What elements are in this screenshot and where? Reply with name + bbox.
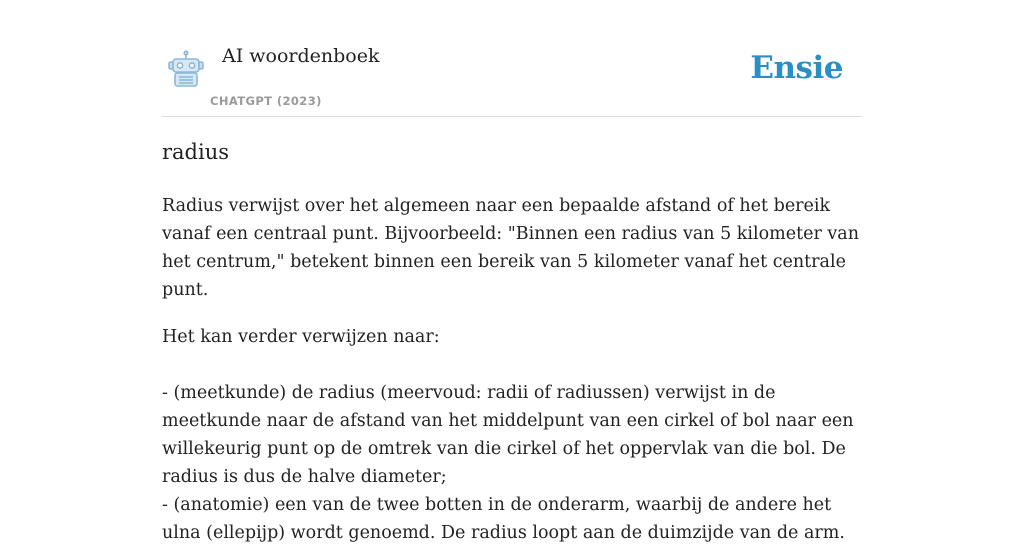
page-container: [162, 0, 862, 543]
definition-text: [162, 192, 862, 547]
definition-list-item: - (anatomie) een van de twee botten in de onderarm, waarbij de andere het ulna (ellepijp) wordt genoemd. De radius loopt aan de duimzijde van de arm.: [162, 495, 845, 543]
robot-icon: [166, 50, 206, 90]
entry-header: [162, 0, 862, 117]
dictionary-title[interactable]: AI woordenboek: [222, 45, 380, 67]
definition-list-item: - (meetkunde) de radius (meervoud: radii of radiussen) verwijst in de meetkunde naar de afstand van het middelpunt van een cirkel of bol naar een willekeurig punt op de omtrek van die cirkel of het oppervlak van die bol. De radius is dus de halve diameter;: [162, 383, 854, 487]
ensie-logo[interactable]: Ensie: [750, 50, 843, 86]
definition-paragraph: Het kan verder verwijzen naar:: [162, 327, 440, 347]
definition-paragraph: Radius verwijst over het algemeen naar een bepaalde afstand of het bereik vanaf een centraal punt. Bijvoorbeeld: "Binnen een radius van 5 kilometer van het centrum," betekent binnen een bereik van 5 kilometer vanaf het centrale punt.: [162, 196, 859, 300]
source-meta: CHATGPT (2023): [210, 94, 322, 108]
entry-term: radius: [162, 140, 230, 164]
